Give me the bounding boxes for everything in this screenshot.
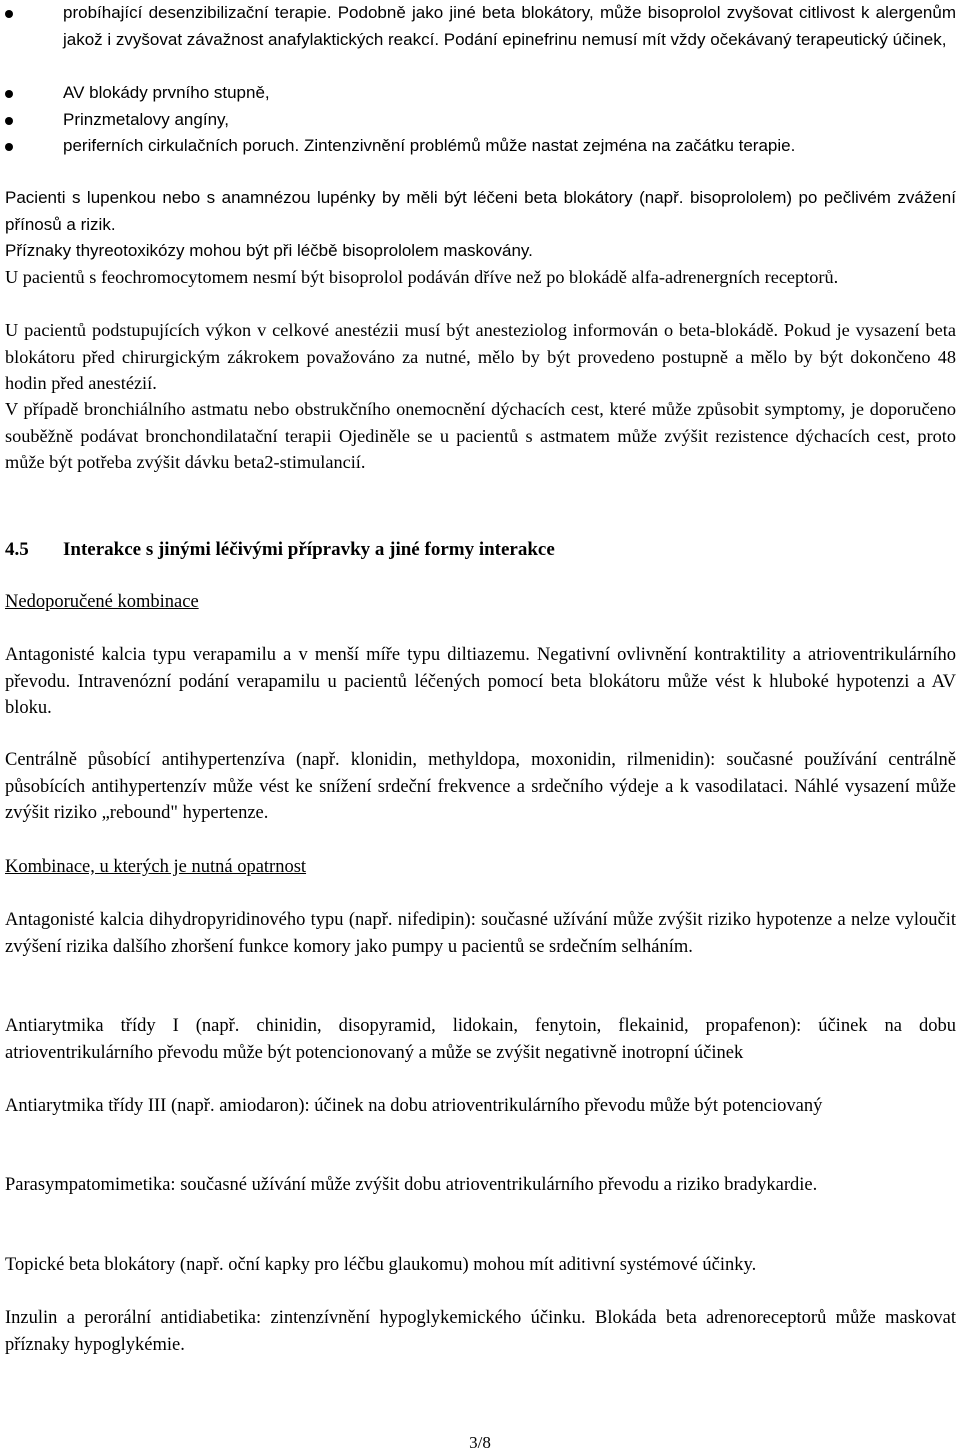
paragraph-antiarrhythmics-class-3: Antiarytmika třídy III (např. amiodaron): účinek na dobu atrioventrikulárního převodu může být potenciovaný [5,1096,823,1116]
bullet-item: Prinzmetalovy angíny, [63,110,229,129]
paragraph-antiarrhythmics-class-1: Antiarytmika třídy I (např. chinidin, disopyramid, lidokain, fenytoin, flekainid, propafenon): účinek na dobu atrioventrikulárního převodu může být potencionovaný a může se zvýšit negativně inotropní účinek [5,1016,956,1063]
paragraph-asthma: V případě bronchiálního astmatu nebo obstrukčního onemocnění dýchacích cest, které může způsobit symptomy, je doporučeno souběžně podávat bronchondilatační terapii Ojediněle se u pacientů s astmatem může zvýšit rezistence dýchacích cest, proto může být potřeba zvýšit dávku beta2-stimulancií. [5,399,956,472]
paragraph-anesthesia: U pacientů podstupujících výkon v celkové anestézii musí být anesteziolog informován o beta-blokádě. Pokud je vysazení beta blokátoru před chirurgickým zákrokem považováno za nutné, mělo by být provedeno postupně a mělo by být dokončeno 48 hodin před anestézií. [5,320,956,393]
bullet-dot [5,117,13,125]
bullet-item: AV blokády prvního stupně, [63,83,270,102]
section-number: 4.5 [5,539,29,560]
paragraph-thyreotoxicosis: Příznaky thyreotoxikózy mohou být při léčbě bisoprololem maskovány. [5,241,533,260]
subheading-caution: Kombinace, u kterých je nutná opatrnost [5,857,307,877]
bullet-dot [5,90,13,98]
paragraph-verapamil: Antagonisté kalcia typu verapamilu a v menší míře typu diltiazemu. Negativní ovlivnění kontraktility a atrioventrikulárního převodu. Intravenózní podání verapamilu u pacientů léčených pomocí beta blokátoru může vést k hluboké hypotenzi a AV bloku. [5,645,956,718]
paragraph-pheochromocytoma: U pacientů s feochromocytomem nesmí být bisoprolol podáván dříve než po blokádě alfa-adrenergních receptorů. [5,267,839,287]
paragraph-insulin: Inzulin a perorální antidiabetika: zintenzívnění hypoglykemického účinku. Blokáda beta adrenoreceptorů může maskovat příznaky hypoglykémie. [5,1308,956,1355]
paragraph-psoriasis: Pacienti s lupenkou nebo s anamnézou lupénky by měli být léčeni beta blokátory (např. bisoprololem) po pečlivém zvážení přínosů a rizik. [5,188,956,234]
section-heading [5,537,555,563]
subheading-not-recommended: Nedoporučené kombinace [5,592,199,612]
bullet-dot [5,10,13,18]
section-title: Interakce s jinými léčivými přípravky a jiné formy interakce [63,539,555,560]
bullet-dot [5,143,13,151]
paragraph-parasympathomimetics: Parasympatomimetika: současné užívání může zvýšit dobu atrioventrikulárního převodu a riziko bradykardie. [5,1175,818,1195]
paragraph-topical-beta-blockers: Topické beta blokátory (např. oční kapky pro léčbu glaukomu) mohou mít aditivní systémové účinky. [5,1255,757,1275]
page-number: 3/8 [469,1433,491,1452]
bullet-item: probíhající desenzibilizační terapie. Podobně jako jiné beta blokátory, může bisoprolol zvyšovat citlivost k alergenům jakož i zvyšovat závažnost anafylaktických reakcí. Podání epinefrinu nemusí mít vždy očekávaný terapeutický účinek, [63,3,956,49]
paragraph-dihydropyridine: Antagonisté kalcia dihydropyridinového typu (např. nifedipin): současné užívání může zvýšit riziko hypotenze a nelze vyloučit zvýšení rizika dalšího zhoršení funkce komory jako pumpy u pacientů se srdečním selháním. [5,910,956,957]
bullet-item: periferních cirkulačních poruch. Zintenzivnění problémů může nastat zejména na začátku terapie. [63,136,796,155]
paragraph-central-antihypertensives: Centrálně působící antihypertenzíva (např. klonidin, methyldopa, moxonidin, rilmenidin): současné používání centrálně působících antihypertenzív může vést ke snížení srdeční frekvence a srdečního výdeje a k vasodilataci. Náhlé vysazení může zvýšit riziko „rebound" hypertenze. [5,750,956,823]
